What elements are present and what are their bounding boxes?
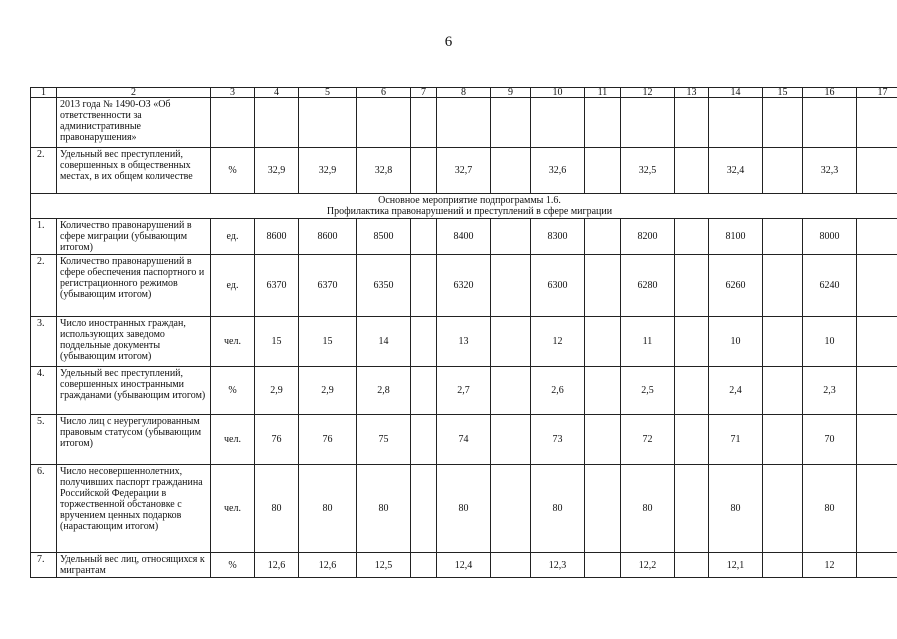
empty-cell xyxy=(675,415,709,465)
empty-cell xyxy=(585,553,621,578)
value-cell: 13 xyxy=(437,317,491,367)
empty-cell xyxy=(857,98,897,148)
unit-cell xyxy=(211,98,255,148)
header-cell: 16 xyxy=(803,88,857,98)
empty-cell xyxy=(763,415,803,465)
empty-cell xyxy=(857,219,897,255)
value-cell: 6370 xyxy=(255,255,299,317)
value-cell: 2,4 xyxy=(709,367,763,415)
empty-cell xyxy=(585,148,621,194)
value-cell: 8600 xyxy=(299,219,357,255)
unit-cell: ед. xyxy=(211,219,255,255)
value-cell: 10 xyxy=(709,317,763,367)
value-cell: 32,6 xyxy=(531,148,585,194)
section-subtitle: Профилактика правонарушений и преступлений в сфере миграции xyxy=(326,206,613,217)
table-row xyxy=(31,98,897,148)
section-title: Основное мероприятие подпрограммы 1.6. xyxy=(378,195,561,206)
value-cell: 6280 xyxy=(621,255,675,317)
indicator-name: Число лиц с неурегулированным правовым статусом (убывающим итогом) xyxy=(57,415,211,465)
row-number: 2. xyxy=(31,148,57,194)
empty-cell xyxy=(411,367,437,415)
empty-cell xyxy=(411,553,437,578)
value-cell: 80 xyxy=(437,465,491,553)
value-cell: 32,7 xyxy=(437,148,491,194)
row-number: 7. xyxy=(31,553,57,578)
value-cell xyxy=(437,98,491,148)
value-cell: 2,7 xyxy=(437,367,491,415)
row-number: 6. xyxy=(31,465,57,553)
empty-cell xyxy=(411,465,437,553)
value-cell: 32,8 xyxy=(357,148,411,194)
value-cell: 32,5 xyxy=(621,148,675,194)
value-cell: 80 xyxy=(255,465,299,553)
empty-cell xyxy=(411,255,437,317)
empty-cell xyxy=(491,317,531,367)
value-cell: 80 xyxy=(803,465,857,553)
value-cell: 8100 xyxy=(709,219,763,255)
value-cell: 32,4 xyxy=(709,148,763,194)
empty-cell xyxy=(857,465,897,553)
header-cell: 3 xyxy=(211,88,255,98)
value-cell: 75 xyxy=(357,415,411,465)
header-cell: 15 xyxy=(763,88,803,98)
value-cell: 71 xyxy=(709,415,763,465)
unit-cell: % xyxy=(211,148,255,194)
value-cell: 80 xyxy=(357,465,411,553)
value-cell: 12,1 xyxy=(709,553,763,578)
unit-cell: чел. xyxy=(211,415,255,465)
value-cell: 6350 xyxy=(357,255,411,317)
indicator-name: Удельный вес лиц, относящихся к мигрантам xyxy=(57,553,211,578)
empty-cell xyxy=(411,148,437,194)
header-cell: 11 xyxy=(585,88,621,98)
value-cell xyxy=(709,98,763,148)
value-cell: 6260 xyxy=(709,255,763,317)
value-cell: 2,8 xyxy=(357,367,411,415)
value-cell: 15 xyxy=(299,317,357,367)
empty-cell xyxy=(585,219,621,255)
section-heading xyxy=(31,194,897,219)
empty-cell xyxy=(763,465,803,553)
header-cell: 9 xyxy=(491,88,531,98)
empty-cell xyxy=(763,255,803,317)
value-cell: 80 xyxy=(531,465,585,553)
value-cell: 32,3 xyxy=(803,148,857,194)
value-cell: 73 xyxy=(531,415,585,465)
value-cell: 76 xyxy=(299,415,357,465)
indicator-name: Число иностранных граждан, использующих заведомо поддельные документы (убывающим итогом) xyxy=(57,317,211,367)
table-row xyxy=(31,415,897,465)
value-cell xyxy=(531,98,585,148)
value-cell: 8500 xyxy=(357,219,411,255)
header-cell: 8 xyxy=(437,88,491,98)
empty-cell xyxy=(763,367,803,415)
page-number: 6 xyxy=(444,34,453,50)
indicators-table xyxy=(30,87,897,578)
empty-cell xyxy=(491,148,531,194)
empty-cell xyxy=(491,98,531,148)
value-cell: 10 xyxy=(803,317,857,367)
value-cell: 8400 xyxy=(437,219,491,255)
value-cell: 12,2 xyxy=(621,553,675,578)
empty-cell xyxy=(675,367,709,415)
value-cell: 32,9 xyxy=(255,148,299,194)
value-cell: 80 xyxy=(709,465,763,553)
header-cell: 2 xyxy=(57,88,211,98)
value-cell xyxy=(621,98,675,148)
empty-cell xyxy=(763,98,803,148)
unit-cell: чел. xyxy=(211,317,255,367)
empty-cell xyxy=(585,98,621,148)
empty-cell xyxy=(857,367,897,415)
empty-cell xyxy=(585,317,621,367)
empty-cell xyxy=(411,98,437,148)
indicator-name: Удельный вес преступлений, совершенных в общественных местах, в их общем количестве xyxy=(57,148,211,194)
value-cell: 15 xyxy=(255,317,299,367)
value-cell: 8600 xyxy=(255,219,299,255)
empty-cell xyxy=(763,317,803,367)
empty-cell xyxy=(585,255,621,317)
value-cell: 2,5 xyxy=(621,367,675,415)
value-cell xyxy=(299,98,357,148)
value-cell: 2,6 xyxy=(531,367,585,415)
table-row xyxy=(31,219,897,255)
empty-cell xyxy=(763,219,803,255)
row-number xyxy=(31,98,57,148)
empty-cell xyxy=(491,255,531,317)
table-row xyxy=(31,255,897,317)
table-row xyxy=(31,553,897,578)
empty-cell xyxy=(675,219,709,255)
empty-cell xyxy=(491,367,531,415)
empty-cell xyxy=(585,465,621,553)
value-cell: 8300 xyxy=(531,219,585,255)
indicator-name: Количество правонарушений в сфере миграции (убывающим итогом) xyxy=(57,219,211,255)
table-row xyxy=(31,465,897,553)
empty-cell xyxy=(491,219,531,255)
empty-cell xyxy=(763,553,803,578)
empty-cell xyxy=(675,148,709,194)
header-cell: 10 xyxy=(531,88,585,98)
section-row xyxy=(31,194,897,219)
unit-cell: ед. xyxy=(211,255,255,317)
empty-cell xyxy=(411,317,437,367)
empty-cell xyxy=(585,367,621,415)
header-cell: 7 xyxy=(411,88,437,98)
empty-cell xyxy=(411,219,437,255)
empty-cell xyxy=(857,317,897,367)
empty-cell xyxy=(857,148,897,194)
empty-cell xyxy=(675,553,709,578)
unit-cell: чел. xyxy=(211,465,255,553)
unit-cell: % xyxy=(211,367,255,415)
value-cell: 74 xyxy=(437,415,491,465)
empty-cell xyxy=(857,415,897,465)
table-row xyxy=(31,148,897,194)
value-cell: 12,3 xyxy=(531,553,585,578)
empty-cell xyxy=(675,317,709,367)
empty-cell xyxy=(585,415,621,465)
value-cell: 11 xyxy=(621,317,675,367)
unit-cell: % xyxy=(211,553,255,578)
empty-cell xyxy=(491,465,531,553)
empty-cell xyxy=(491,553,531,578)
value-cell: 12 xyxy=(803,553,857,578)
row-number: 1. xyxy=(31,219,57,255)
row-number: 2. xyxy=(31,255,57,317)
value-cell: 70 xyxy=(803,415,857,465)
row-number: 5. xyxy=(31,415,57,465)
empty-cell xyxy=(857,553,897,578)
row-number: 4. xyxy=(31,367,57,415)
header-row xyxy=(31,88,897,98)
table-row xyxy=(31,317,897,367)
empty-cell xyxy=(857,255,897,317)
empty-cell xyxy=(675,465,709,553)
empty-cell xyxy=(411,415,437,465)
indicator-name: Число несовершеннолетних, получивших паспорт гражданина Российской Федерации в торжественной обстановке с вручением ценных подарков (нарастающим итогом) xyxy=(57,465,211,553)
empty-cell xyxy=(491,415,531,465)
header-cell: 12 xyxy=(621,88,675,98)
value-cell: 12 xyxy=(531,317,585,367)
value-cell: 6300 xyxy=(531,255,585,317)
value-cell: 2,3 xyxy=(803,367,857,415)
empty-cell xyxy=(675,255,709,317)
value-cell: 76 xyxy=(255,415,299,465)
header-cell: 17 xyxy=(857,88,897,98)
header-cell: 13 xyxy=(675,88,709,98)
value-cell: 12,4 xyxy=(437,553,491,578)
header-cell: 1 xyxy=(31,88,57,98)
value-cell: 2,9 xyxy=(299,367,357,415)
value-cell: 80 xyxy=(621,465,675,553)
value-cell: 72 xyxy=(621,415,675,465)
value-cell: 2,9 xyxy=(255,367,299,415)
header-cell: 4 xyxy=(255,88,299,98)
indicator-name: Удельный вес преступлений, совершенных иностранными гражданами (убывающим итогом) xyxy=(57,367,211,415)
value-cell: 6370 xyxy=(299,255,357,317)
indicator-name: Количество правонарушений в сфере обеспечения паспортного и регистрационного режимов (убывающим итогом) xyxy=(57,255,211,317)
value-cell: 14 xyxy=(357,317,411,367)
header-cell: 14 xyxy=(709,88,763,98)
value-cell: 12,6 xyxy=(299,553,357,578)
value-cell: 80 xyxy=(299,465,357,553)
header-cell: 5 xyxy=(299,88,357,98)
indicator-name: 2013 года № 1490-ОЗ «Об ответственности за административные правонарушения» xyxy=(57,98,211,148)
value-cell: 8200 xyxy=(621,219,675,255)
value-cell: 32,9 xyxy=(299,148,357,194)
value-cell: 12,5 xyxy=(357,553,411,578)
value-cell: 6320 xyxy=(437,255,491,317)
value-cell xyxy=(357,98,411,148)
empty-cell xyxy=(763,148,803,194)
value-cell xyxy=(803,98,857,148)
value-cell: 8000 xyxy=(803,219,857,255)
table-row xyxy=(31,367,897,415)
empty-cell xyxy=(675,98,709,148)
header-cell: 6 xyxy=(357,88,411,98)
value-cell xyxy=(255,98,299,148)
value-cell: 6240 xyxy=(803,255,857,317)
value-cell: 12,6 xyxy=(255,553,299,578)
row-number: 3. xyxy=(31,317,57,367)
